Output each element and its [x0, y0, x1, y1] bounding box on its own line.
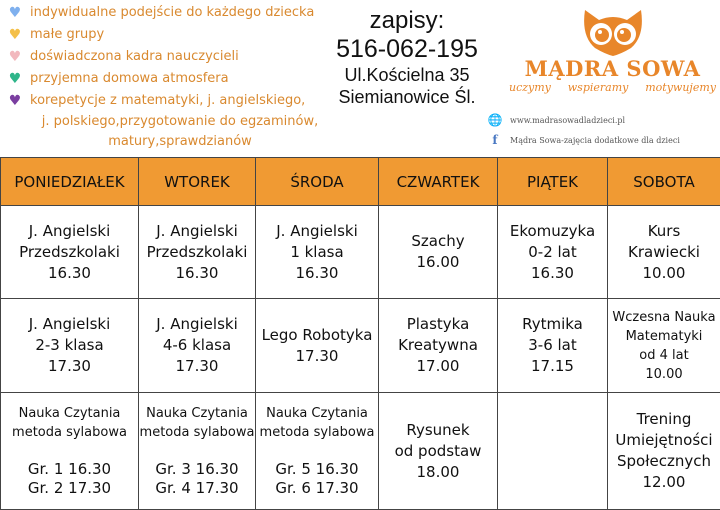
- heart-pink-icon: ♥: [6, 46, 24, 68]
- feature-item: [6, 46, 336, 68]
- class-cell: [608, 393, 720, 510]
- class-line: metoda sylabowa: [139, 423, 255, 442]
- class-line: 10.00: [608, 365, 720, 384]
- feature-text: małe grupy: [30, 24, 104, 46]
- class-line: [139, 442, 255, 460]
- logo: [505, 6, 720, 94]
- tagline-2: wspieramy: [568, 81, 629, 94]
- day-header: SOBOTA: [608, 158, 720, 206]
- class-line: 3-6 lat: [498, 335, 607, 356]
- class-line: od podstaw: [379, 441, 497, 462]
- class-cell: [139, 206, 256, 299]
- contact-info: [322, 8, 492, 108]
- class-cell: [256, 299, 379, 393]
- heart-purple-icon: ♥: [6, 90, 24, 112]
- tagline-3: motywujemy: [645, 81, 716, 94]
- links: [488, 110, 680, 150]
- class-line: 1 klasa: [256, 242, 378, 263]
- class-line: Społecznych: [608, 451, 720, 472]
- feature-text: korepetycje z matematyki, j. angielskiego,: [30, 90, 305, 112]
- heart-yellow-icon: ♥: [6, 24, 24, 46]
- class-cell: [498, 393, 608, 510]
- class-line: Wczesna Nauka: [608, 308, 720, 327]
- street-address: Ul.Kościelna 35: [322, 64, 492, 86]
- day-header: WTOREK: [139, 158, 256, 206]
- features-list: [6, 2, 336, 152]
- day-header: PONIEDZIAŁEK: [1, 158, 139, 206]
- class-line: Umiejętności: [608, 430, 720, 451]
- owl-icon: [581, 6, 645, 56]
- schedule-row: [1, 299, 720, 393]
- class-cell: [256, 393, 379, 510]
- class-line: J. Angielski: [256, 221, 378, 242]
- brand-name: MĄDRA SOWA: [505, 56, 720, 81]
- phone-number[interactable]: 516-062-195: [322, 34, 492, 64]
- city: Siemianowice Śl.: [322, 86, 492, 108]
- class-line: 0-2 lat: [498, 242, 607, 263]
- class-cell: [1, 299, 139, 393]
- class-line: 17.30: [1, 356, 138, 377]
- class-line: 16.30: [139, 263, 255, 284]
- website-link[interactable]: www.madrasowadladzieci.pl: [510, 116, 625, 125]
- schedule-table: [0, 157, 720, 510]
- class-line: metoda sylabowa: [1, 423, 138, 442]
- class-line: 12.00: [608, 472, 720, 493]
- class-line: 4-6 klasa: [139, 335, 255, 356]
- class-line: [256, 442, 378, 460]
- class-line: Kurs: [608, 221, 720, 242]
- class-cell: [498, 206, 608, 299]
- class-line: Gr. 6 17.30: [256, 479, 378, 498]
- tagline-1: uczymy: [509, 81, 551, 94]
- class-line: Gr. 5 16.30: [256, 460, 378, 479]
- class-cell: [498, 299, 608, 393]
- class-line: 16.30: [1, 263, 138, 284]
- class-cell: [139, 393, 256, 510]
- feature-text: indywidualne podejście do każdego dziecka: [30, 2, 314, 24]
- class-line: Gr. 1 16.30: [1, 460, 138, 479]
- signup-label: zapisy:: [322, 8, 492, 34]
- class-cell: [608, 299, 720, 393]
- schedule-row: [1, 206, 720, 299]
- feature-item: [6, 2, 336, 24]
- day-header: PIĄTEK: [498, 158, 608, 206]
- class-line: Gr. 3 16.30: [139, 460, 255, 479]
- class-cell: [256, 206, 379, 299]
- schedule-row: [1, 393, 720, 510]
- class-line: Nauka Czytania: [256, 404, 378, 423]
- feature-text: przyjemna domowa atmosfera: [30, 68, 229, 90]
- class-line: Plastyka: [379, 314, 497, 335]
- class-cell: [1, 393, 139, 510]
- class-line: 16.30: [256, 263, 378, 284]
- class-line: Przedszkolaki: [139, 242, 255, 263]
- class-line: Przedszkolaki: [1, 242, 138, 263]
- class-line: 16.00: [379, 252, 497, 273]
- feature-item: [6, 68, 336, 90]
- feature-text: doświadczona kadra nauczycieli: [30, 46, 239, 68]
- class-line: 17.30: [139, 356, 255, 377]
- class-cell: [1, 206, 139, 299]
- day-header: CZWARTEK: [379, 158, 498, 206]
- class-line: Gr. 4 17.30: [139, 479, 255, 498]
- class-line: Trening: [608, 409, 720, 430]
- class-line: Rytmika: [498, 314, 607, 335]
- class-cell: [379, 206, 498, 299]
- class-line: J. Angielski: [1, 221, 138, 242]
- class-line: Szachy: [379, 231, 497, 252]
- class-line: Kreatywna: [379, 335, 497, 356]
- class-line: Nauka Czytania: [1, 404, 138, 423]
- class-cell: [379, 393, 498, 510]
- feature-item: [6, 24, 336, 46]
- class-line: Rysunek: [379, 420, 497, 441]
- day-header: ŚRODA: [256, 158, 379, 206]
- class-line: metoda sylabowa: [256, 423, 378, 442]
- class-cell: [379, 299, 498, 393]
- heart-blue-icon: ♥: [6, 2, 24, 24]
- class-line: Krawiecki: [608, 242, 720, 263]
- facebook-icon: f: [488, 133, 502, 147]
- class-line: 17.00: [379, 356, 497, 377]
- class-line: 2-3 klasa: [1, 335, 138, 356]
- heart-green-icon: ♥: [6, 68, 24, 90]
- class-line: 10.00: [608, 263, 720, 284]
- feature-item: [6, 90, 336, 112]
- feature-text-continued: j. polskiego,przygotowanie do egzaminów, matury,sprawdzianów: [6, 112, 336, 152]
- class-line: J. Angielski: [1, 314, 138, 335]
- class-line: od 4 lat: [608, 346, 720, 365]
- facebook-link[interactable]: Mądra Sowa-zajęcia dodatkowe dla dzieci: [510, 136, 680, 145]
- class-cell: [139, 299, 256, 393]
- class-line: Matematyki: [608, 327, 720, 346]
- class-line: J. Angielski: [139, 221, 255, 242]
- class-line: Gr. 2 17.30: [1, 479, 138, 498]
- class-line: 16.30: [498, 263, 607, 284]
- class-line: J. Angielski: [139, 314, 255, 335]
- class-line: [1, 442, 138, 460]
- class-line: 17.30: [256, 346, 378, 367]
- class-line: Ekomuzyka: [498, 221, 607, 242]
- class-line: Nauka Czytania: [139, 404, 255, 423]
- class-line: 17.15: [498, 356, 607, 377]
- class-line: 18.00: [379, 462, 497, 483]
- class-line: Lego Robotyka: [256, 325, 378, 346]
- class-cell: [608, 206, 720, 299]
- globe-icon: 🌐: [488, 113, 502, 127]
